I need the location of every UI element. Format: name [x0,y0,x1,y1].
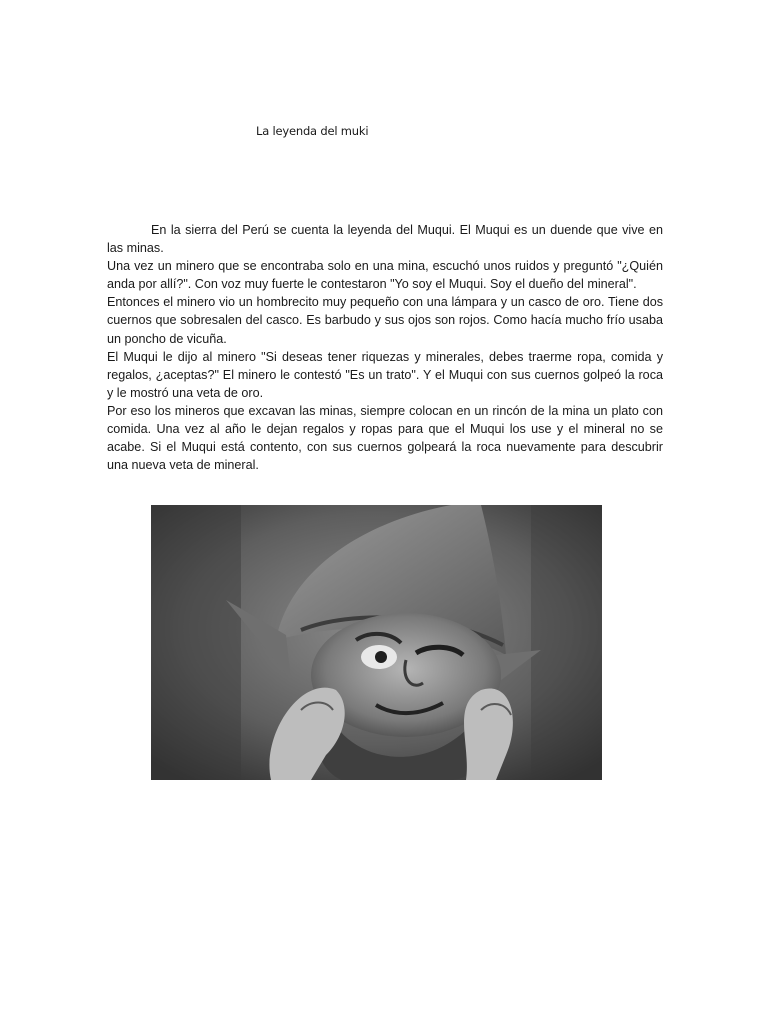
story-body [107,221,663,474]
paragraph-5: Por eso los mineros que excavan las minas, siempre colocan en un rincón de la mina un plato con comida. Una vez al año le dejan regalos y ropas para que el Muqui los use y el mineral no se acabe. Si el Muqui está contento, con sus cuernos golpeará la roca nuevamente para descubrir una nueva veta de mineral. [107,403,663,473]
goblin-drawing [151,505,602,780]
muqui-illustration [151,505,602,780]
paragraph-3: Entonces el minero vio un hombrecito muy pequeño con una lámpara y un casco de oro. Tiene dos cuernos que sobresalen del casco. Es barbudo y sus ojos son rojos. Como hacía mucho frío usaba un poncho de vicuña. [107,295,663,346]
paragraph-4: El Muqui le dijo al minero "Si deseas tener riquezas y minerales, debes traerme ropa, comida y regalos, ¿aceptas?" El minero le contestó "Es un trato". Y el Muqui con sus cuernos golpeó la roca y le mostró una veta de oro. [107,349,663,400]
paragraph-1: En la sierra del Perú se cuenta la leyenda del Muqui. El Muqui es un duende que vive en las minas. [107,223,663,256]
document-title: La leyenda del muki [256,124,369,138]
paragraph-2: Una vez un minero que se encontraba solo en una mina, escuchó unos ruidos y preguntó "¿Quién anda por allí?". Con voz muy fuerte le contestaron "Yo soy el Muqui. Soy el dueño del mineral". [107,259,663,292]
